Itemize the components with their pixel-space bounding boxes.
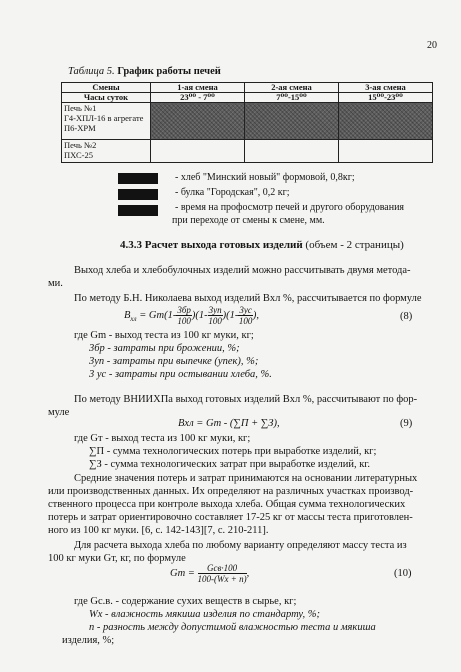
equation-10-number: (10) <box>394 568 412 579</box>
table-row <box>62 103 433 140</box>
paragraph-line: 100 кг муки Gт, кг, по формуле <box>48 553 186 564</box>
table-caption-label: Таблица 5. <box>68 66 115 77</box>
shift-3-name: 3-ая смена <box>339 83 433 93</box>
paragraph-line: муле <box>48 407 70 418</box>
equation-10-fraction <box>198 563 247 584</box>
table-caption <box>68 66 221 77</box>
paragraph-line: ственного процесса при контроле выхода хлеба. Общая сумма технологических <box>48 499 406 510</box>
definition-line: изделия, %; <box>62 635 115 646</box>
legend-swatch-bun <box>118 189 158 200</box>
oven-1-label: Печь №1 <box>64 103 97 113</box>
legend-text: при переходе от смены к смене, мм. <box>172 215 325 226</box>
equation-10-tail: , <box>246 567 250 579</box>
legend-text: - хлеб "Минский новый" формовой, 0,8кг; <box>175 172 355 183</box>
schedule-cell <box>339 103 433 140</box>
equation-10 <box>170 563 249 584</box>
schedule-cell <box>151 140 245 163</box>
table-row-header: Часы суток <box>62 93 151 103</box>
legend-text: - булка "Городская", 0,2 кг; <box>175 187 290 198</box>
shift-3-hours: 15⁰⁰-23⁰⁰ <box>339 93 433 103</box>
section-title: Расчет выхода готовых изделий <box>144 239 303 251</box>
table-col-header: Смены <box>62 83 151 93</box>
shift-1-hours: 23⁰⁰ - 7⁰⁰ <box>151 93 245 103</box>
paragraph-line: ного из 100 кг муки. [6, с. 142-143][7, с. 210-211]. <box>48 525 269 536</box>
shift-2-name: 2-ая смена <box>245 83 339 93</box>
equation-10-lhs: Gт = <box>170 567 195 579</box>
table-row <box>62 140 433 163</box>
oven-2-model: ПХС-25 <box>64 150 93 160</box>
schedule-cell <box>245 103 339 140</box>
legend-text: - время на профосмотр печей и другого оборудования <box>175 202 405 213</box>
oven-1-model: Г4-ХПЛ-16 в агрегате П6-ХРМ <box>64 113 144 133</box>
section-number: 4.3.3 <box>120 239 142 251</box>
paragraph-line: По методу ВНИИХПа выход готовых изделий Bхл %, рассчитывают по фор- <box>74 394 418 405</box>
definition-line: 3уп - затраты при выпечке (упек), %; <box>89 356 259 367</box>
equation-8-number: (8) <box>400 311 413 322</box>
definition-line: Wх - влажность мякиша изделия по стандарту, %; <box>89 609 321 620</box>
equation-9: Bхл = Gт - (∑П + ∑З), <box>178 418 280 429</box>
page-number: 20 <box>427 40 437 51</box>
equation-10-denominator: 100-(Wх + n) <box>197 574 247 584</box>
paragraph-line: потерь и затрат ориентировочно составляет 17-25 кг от массы теста приготовлен- <box>48 512 413 523</box>
section-note: (объем - 2 страницы) <box>305 239 404 251</box>
schedule-cell <box>339 140 433 163</box>
paragraph-line: где Gт - выход теста из 100 кг муки, кг; <box>74 433 251 444</box>
schedule-cell <box>245 140 339 163</box>
oven-2-label: Печь №2 <box>64 140 97 150</box>
table-caption-title: График работы печей <box>117 66 221 77</box>
paragraph-line: где Gm - выход теста из 100 кг муки, кг; <box>74 330 254 341</box>
schedule-cell <box>151 103 245 140</box>
legend-swatch-maintenance <box>118 205 158 216</box>
section-heading <box>120 239 404 251</box>
paragraph-line: Средние значения потерь и затрат принимаются на основании литературных <box>74 473 418 484</box>
legend-swatch-bread <box>118 173 158 184</box>
paragraph-line: где Gс.в. - содержание сухих веществ в сырье, кг; <box>74 596 297 607</box>
equation-10-numerator: Gсв·100 <box>198 563 247 574</box>
definition-line: ∑П - сумма технологических потерь при выработке изделий, кг; <box>89 446 377 457</box>
shift-2-hours: 7⁰⁰-15⁰⁰ <box>245 93 339 103</box>
definition-line: 3бр - затраты при брожении, %; <box>89 343 240 354</box>
paragraph-line: или производственных данных. Их определяют на различных участках производ- <box>48 486 414 497</box>
equation-9-number: (9) <box>400 418 413 429</box>
paragraph-line: Выход хлеба и хлебобулочных изделий можно рассчитывать двумя метода- <box>74 265 411 276</box>
paragraph-line: Для расчета выхода хлеба по любому варианту определяют массу теста из <box>74 540 407 551</box>
definition-line: 3 ус - затраты при остывании хлеба, %. <box>89 369 272 380</box>
paragraph-line: По методу Б.Н. Николаева выход изделий Bхл %, рассчитывается по формуле <box>74 293 422 304</box>
definition-line: n - разность между допустимой влажностью теста и мякиша <box>89 622 376 633</box>
paragraph-line: ми. <box>48 278 63 289</box>
shift-1-name: 1-ая смена <box>151 83 245 93</box>
equation-8: $B_{хл} = Gm(1-$ $\frac{3бр}{100}$ )(1- $\frac{3уп}{100}$ )(1- $\frac{3ус}{100}$ ), <box>124 305 259 326</box>
definition-line: ∑З - сумма технологических затрат при выработке изделий, кг. <box>89 459 371 470</box>
oven-schedule-table <box>61 82 433 163</box>
